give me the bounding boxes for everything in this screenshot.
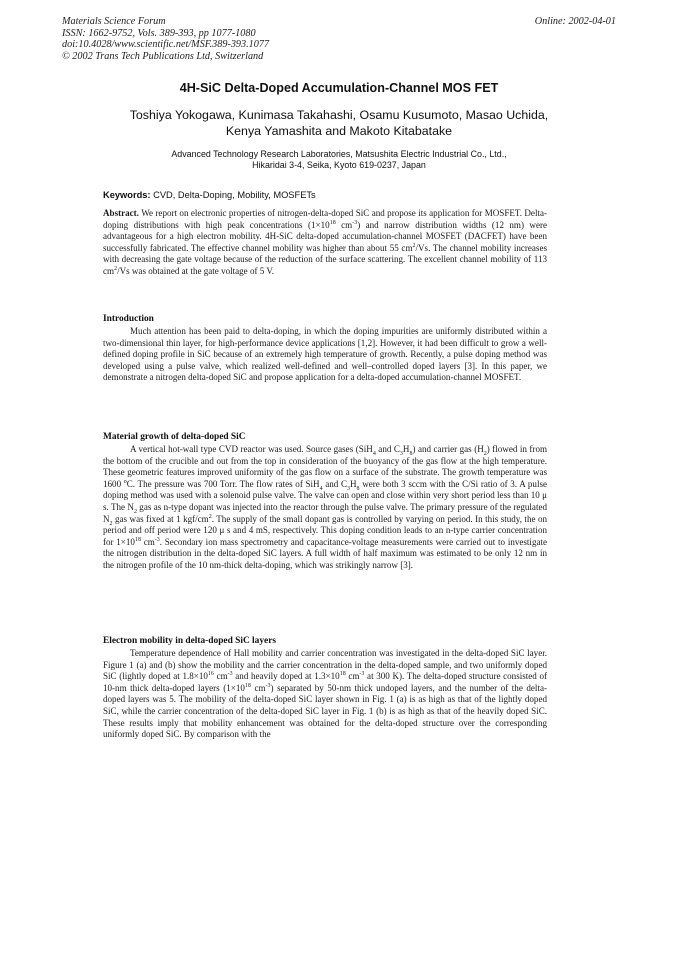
copyright-line: © 2002 Trans Tech Publications Ltd, Switzerland — [62, 50, 264, 62]
authors-line-1: Toshiya Yokogawa, Kunimasa Takahashi, Osamu Kusumoto, Masao Uchida, — [129, 108, 549, 122]
growth-text: A vertical hot-wall type CVD reactor was used. Source gases (SiH$_4$ and $C_3H_8$) and carrier gas $(H_2)$ flowed in from the bottom of the crucible and out from the top in consideration of the buoyancy of the gas flow at the high temperature. These geometric features improved uniformity of the gas flow on a surface of the substrate. The growth temperature was 1600 $^o$C. The pressure was 700 Torr. The flow rates of SiH$_4$ and $C_3H_8$ were both 3 sccm with the C/Si ratio of 3. A pulse doping method was used with a solenoid pulse valve. The valve can open and close within very short period less than 10 μ s. The $N_2$ gas as n-type dopant was injected into the reactor through the pulse valve. The primary pressure of the regulated $N_2$ gas was fixed at 1 kgf/$cm^2$. The supply of the small dopant gas is controlled by varying on period. In this study, the on period and off period were 120 μ s and 4 mS, respectively. This doping condition leads to an n-type carrier concentration for $1\times 10^{18}$ $cm^{-3}$. Secondary ion mass spectrometry and capacitance-voltage measurements were carried out to investigate the nitrogen distribution in the delta-doped SiC layers. A full width of half maximum was estimated to be only 12 nm in the nitrogen profile of the 10 nm-thick delta-doping, which was strikingly narrow [3]. — [103, 444, 548, 570]
paper-title: 4H-SiC Delta-Doped Accumulation-Channel MOS FET — [179, 81, 499, 95]
mobility-text: Temperature dependence of Hall mobility and carrier concentration was investigated in the delta-doped SiC layer. Figure 1 (a) and (b) show the mobility and the carrier concentration in the delta-doped sample, and two uniformly doped SiC (lightly doped at $1.8\times 10^{16}$ $cm^{-3}$ and heavily doped at $1.3\times 10^{18}$ $cm^{-3}$ at 300 K). The delta-doped structure consisted of 10-nm thick delta-doped layers ($1\times 10^{18}$ $cm^{-3}$) separated by 50-nm thick undoped layers, and the number of the delta-doped layers was 5. The mobility of the delta-doped SiC layer shown in Fig. 1 (a) is as high as that of the lightly doped SiC, while the carrier concentration of the delta-doped SiC layer in Fig. 1 (b) is as high as that of the heavily doped SiC. These results imply that mobility enhancement was obtained for the delta-doped structure over the corresponding uniformly doped SiC. By comparison with the — [103, 648, 547, 740]
issn-line: ISSN: 1662-9752, Vols. 389-393, pp 1077-1080 — [62, 27, 256, 39]
introduction-text: Much attention has been paid to delta-doping, in which the doping impurities are uniformly distributed within a two-dimensional thin layer, for high-performance device applications [1,2]. However, it had been difficult to grow a well-defined doping profile in SiC because of an extremely high temperature of growth. Recently, a pulse doping method was developed using a pulse valve, which realized well-defined and well–controlled doped layers [3]. In this paper, we demonstrate a nitrogen delta-doped SiC and propose application for a delta-doped accumulation-channel MOSFET. — [103, 326, 547, 383]
affiliation-line-2: Hikaridai 3-4, Seika, Kyoto 619-0237, Japan — [252, 160, 426, 170]
growth-heading: Material growth of delta-doped SiC — [103, 432, 246, 442]
affiliation — [80, 149, 598, 171]
keywords-label: Keywords: — [103, 190, 151, 200]
keywords — [103, 190, 316, 200]
doi-line: doi:10.4028/www.scientific.net/MSF.389-393.1077 — [62, 39, 270, 51]
introduction-heading: Introduction — [103, 314, 154, 324]
affiliation-line-1: Advanced Technology Research Laboratories, Matsushita Electric Industrial Co., Ltd., — [171, 149, 507, 159]
mobility-heading: Electron mobility in delta-doped SiC layers — [103, 636, 277, 646]
online-date: Online: 2002-04-01 — [534, 16, 616, 27]
abstract: Abstract. We report on electronic properties of nitrogen-delta-doped SiC and propose its application for MOSFET. Delta-doping distributions with high peak concentrations ($1\times 10^{18}$ $cm^{-3}$) and narrow distribution widths (12 nm) were advantageous for a high electron mobility. 4H-SiC delta-doped accumulation-channel MOSFET (DACFET) have been successfully fabricated. The effective channel mobility was higher than about 55 $cm^2/Vs$. The channel mobility increases with decreasing the gate voltage because of the reduction of the surface scattering. The excellent channel mobility of 113 $cm^2/Vs$ was obtained at the gate voltage of 5 V. — [103, 208, 547, 276]
abstract-label: Abstract. — [103, 208, 139, 218]
journal-name: Materials Science Forum — [62, 16, 166, 27]
author-list — [60, 107, 618, 139]
authors-line-2: Kenya Yamashita and Makoto Kitabatake — [225, 124, 453, 138]
publication-meta — [62, 16, 269, 62]
keywords-list: CVD, Delta-Doping, Mobility, MOSFETs — [153, 190, 316, 200]
